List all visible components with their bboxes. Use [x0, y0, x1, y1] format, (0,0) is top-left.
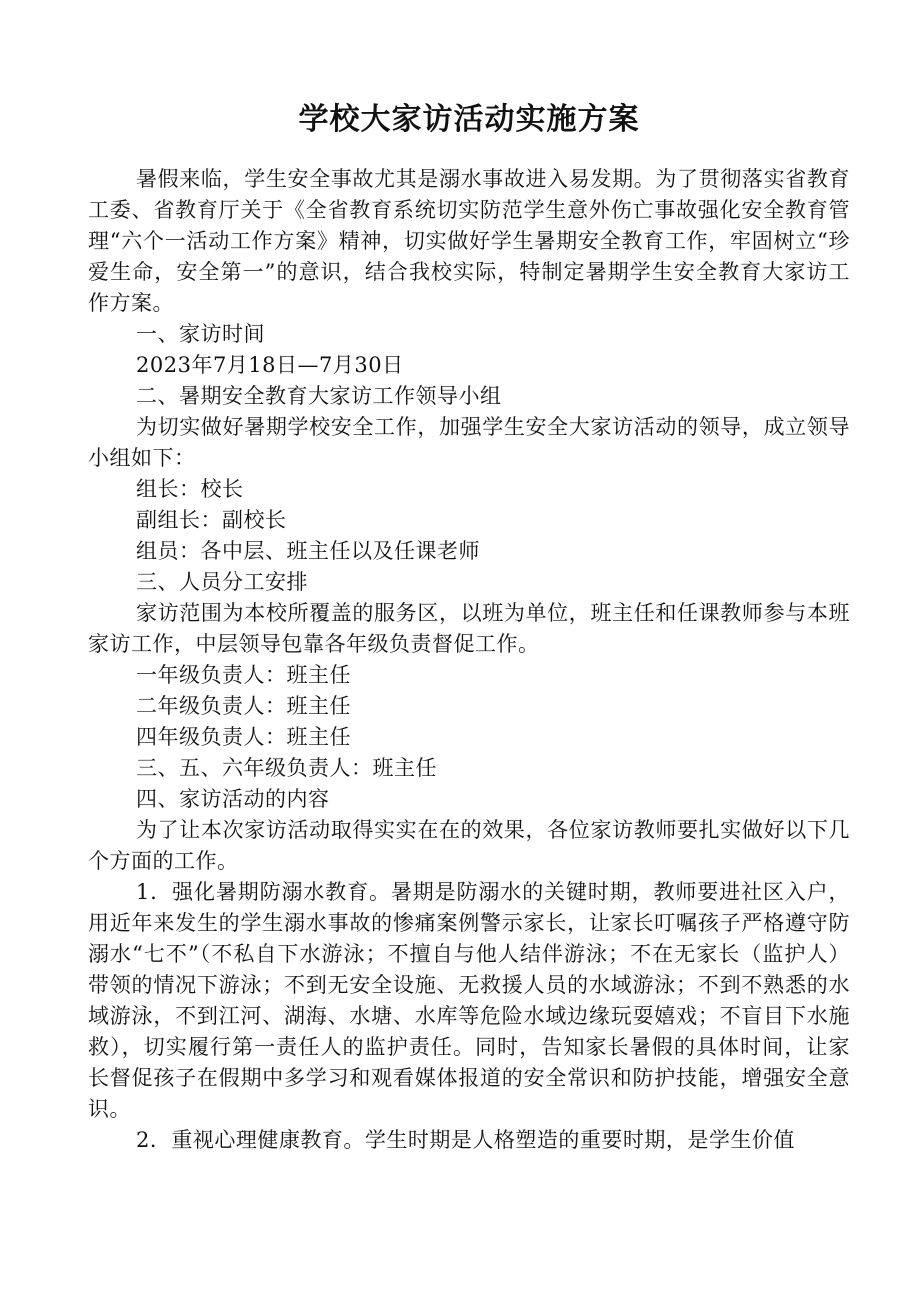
- document-title: 学校大家访活动实施方案: [298, 102, 640, 137]
- deputy-leader-line: 副组长：副校长: [136, 508, 287, 532]
- grade-one-responsible: 一年级负责人：班主任: [136, 663, 351, 687]
- grade-four-responsible: 四年级负责人：班主任: [136, 725, 351, 749]
- document-page: [88, 96, 850, 1156]
- visit-content-intro: 为了让本次家访活动取得实实在在的效果，各位家访教师要扎实做好以下几个方面的工作。: [88, 818, 850, 873]
- group-leader-line: 组长：校长: [136, 477, 244, 501]
- item-mental-health: 2．重视心理健康教育。学生时期是人格塑造的重要时期，是学生价值: [136, 1128, 795, 1152]
- section-heading-visit-time: 一、家访时间: [136, 322, 265, 346]
- section-heading-staff-assignment: 三、人员分工安排: [136, 570, 308, 594]
- section-heading-visit-content: 四、家访活动的内容: [136, 787, 330, 811]
- section-heading-leadership-group: 二、暑期安全教育大家访工作领导小组: [136, 384, 502, 408]
- grade-three-five-six-responsible: 三、五、六年级负责人：班主任: [136, 756, 437, 780]
- intro-paragraph: 暑假来临，学生安全事故尤其是溺水事故进入易发期。为了贯彻落实省教育工委、省教育厅关于《全省教育系统切实防范学生意外伤亡事故强化安全教育管理“六个一活动工作方案》精神，切实做好学生暑期安全教育工作，牢固树立“珍爱生命，安全第一”的意识，结合我校实际，特制定暑期学生安全教育大家访工作方案。: [88, 167, 850, 315]
- grade-two-responsible: 二年级负责人：班主任: [136, 694, 351, 718]
- item-drowning-prevention: 1．强化暑期防溺水教育。暑期是防溺水的关键时期，教师要进社区入户，用近年来发生的学生溺水事故的惨痛案例警示家长，让家长叮嘱孩子严格遵守防溺水“七不”（不私自下水游泳；不擅自与他人结伴游泳；不在无家长（监护人）带领的情况下游泳；不到无安全设施、无救援人员的水域游泳；不到不熟悉的水域游泳，不到江河、湖海、水塘、水库等危险水域边缘玩耍嬉戏；不盲目下水施救），切实履行第一责任人的监护责任。同时，告知家长暑假的具体时间，让家长督促孩子在假期中多学习和观看媒体报道的安全常识和防护技能，增强安全意识。: [88, 880, 850, 1121]
- leadership-intro-paragraph: 为切实做好暑期学校安全工作，加强学生安全大家访活动的领导，成立领导小组如下：: [88, 415, 850, 470]
- visit-scope-paragraph: 家访范围为本校所覆盖的服务区，以班为单位，班主任和任课教师参与本班家访工作，中层领导包靠各年级负责督促工作。: [88, 601, 850, 656]
- visit-date-range: 2023年7月18日—7月30日: [136, 353, 404, 377]
- group-members-line: 组员：各中层、班主任以及任课老师: [136, 539, 480, 563]
